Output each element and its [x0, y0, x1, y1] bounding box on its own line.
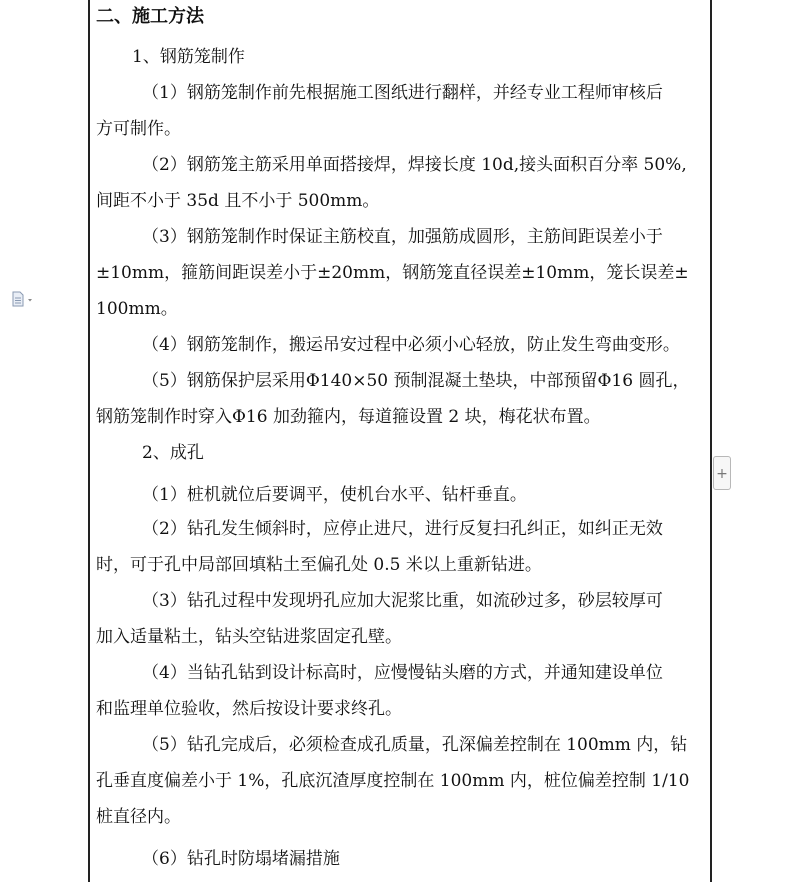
paragraph-line: （4）钢筋笼制作，搬运吊安过程中必须小心轻放，防止发生弯曲变形。	[142, 335, 680, 355]
paragraph-line: （2）钢筋笼主筋采用单面搭接焊，焊接长度 10d,接头面积百分率 50%,	[142, 155, 687, 175]
paragraph-line: （6）钻孔时防塌堵漏措施	[142, 849, 340, 869]
paragraph-line: 时，可于孔中局部回填粘土至偏孔处 0.5 米以上重新钻进。	[96, 555, 542, 575]
paragraph-line: （3）钻孔过程中发现坍孔应加大泥浆比重，如流砂过多，砂层较厚可	[142, 591, 663, 611]
subsection-title: 1、钢筋笼制作	[132, 47, 245, 67]
paragraph-line: 方可制作。	[96, 119, 181, 139]
paragraph-line: 桩直径内。	[96, 807, 181, 827]
paragraph-line: 孔垂直度偏差小于 1%，孔底沉渣厚度控制在 100mm 内，桩位偏差控制 1/10	[96, 771, 690, 791]
paragraph-line: 和监理单位验收，然后按设计要求终孔。	[96, 699, 402, 719]
paragraph-line: （4）当钻孔钻到设计标高时，应慢慢钻头磨的方式，并通知建设单位	[142, 663, 663, 683]
table-right-border	[710, 0, 712, 882]
paragraph-line: （3）钢筋笼制作时保证主筋校直，加强筋成圆形，主筋间距误差小于	[142, 227, 663, 247]
paragraph-line: （1）桩机就位后要调平，使机台水平、钻杆垂直。	[142, 485, 527, 505]
paragraph-line: （2）钻孔发生倾斜时，应停止进尺，进行反复扫孔纠正，如纠正无效	[142, 519, 663, 539]
paragraph-line: 钢筋笼制作时穿入Φ16 加劲箍内，每道箍设置 2 块，梅花状布置。	[96, 407, 601, 427]
paragraph-line: 间距不小于 35d 且不小于 500mm。	[96, 191, 380, 211]
paragraph-line: （1）钢筋笼制作前先根据施工图纸进行翻样，并经专业工程师审核后	[142, 83, 663, 103]
paragraph-line: 100mm。	[96, 299, 178, 319]
add-column-button[interactable]: +	[713, 456, 731, 490]
left-margin	[0, 0, 90, 882]
subsection-title: 2、成孔	[142, 443, 204, 463]
document-menu-icon[interactable]	[12, 291, 34, 307]
paragraph-line: （5）钻孔完成后，必须检查成孔质量，孔深偏差控制在 100mm 内，钻	[142, 735, 688, 755]
table-left-border	[88, 0, 90, 882]
section-heading: 二、施工方法	[96, 6, 204, 27]
paragraph-line: ±10mm，箍筋间距误差小于±20mm，钢筋笼直径误差±10mm，笼长误差±	[96, 263, 689, 283]
paragraph-line: （5）钢筋保护层采用Φ140×50 预制混凝土垫块，中部预留Φ16 圆孔，	[142, 371, 690, 391]
paragraph-line: 加入适量粘土，钻头空钻进浆固定孔壁。	[96, 627, 402, 647]
